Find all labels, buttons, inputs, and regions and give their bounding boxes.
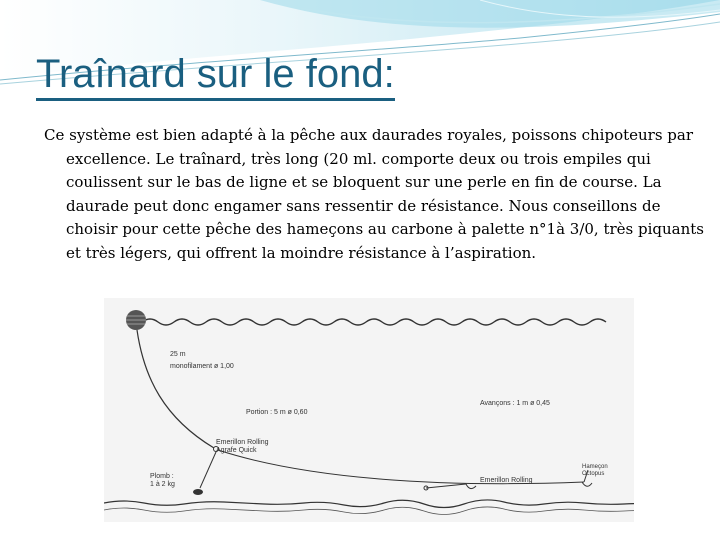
emerillon-label-2: Emerillon Rolling [480, 477, 533, 484]
emerillon-label-1: Emerillon Rolling [216, 439, 269, 446]
plomb-label-1: Plomb : [150, 473, 174, 480]
diagram-background [104, 298, 634, 522]
slide-title: Traînard sur le fond: [36, 50, 395, 101]
portion-label: Portion : 5 m ø 0,60 [246, 409, 308, 416]
fishing-rig-diagram [104, 298, 634, 522]
plomb-label-2: 1 à 2 kg [150, 481, 175, 488]
mainline-label: monofilament ø 1,00 [170, 363, 234, 370]
hamecon-label-1: Hameçon [582, 464, 608, 470]
hamecon-label-2: Octopus [582, 471, 605, 477]
avancons-label: Avançons : 1 m ø 0,45 [480, 400, 550, 407]
sinker-icon [193, 489, 203, 495]
slide-paragraph: Ce système est bien adapté à la pêche aux daurades royales, poissons chipoteurs par excellence. Le traînard, très long (20 ml. comporte deux ou trois empiles qui coulissent sur le bas de ligne et se bloquent sur une perle en fin de course. La daurade peut donc engamer sans ressentir de résistance. Nous conseillons de choisir pour cette pêche des hameçons au carbone à palette n°1à 3/0, très piquants et très légers, qui offrent la moindre résistance à l’aspiration. [44, 126, 705, 262]
depth-label: 25 m [170, 351, 186, 358]
agrafe-label: Agrafe Quick [216, 447, 257, 454]
